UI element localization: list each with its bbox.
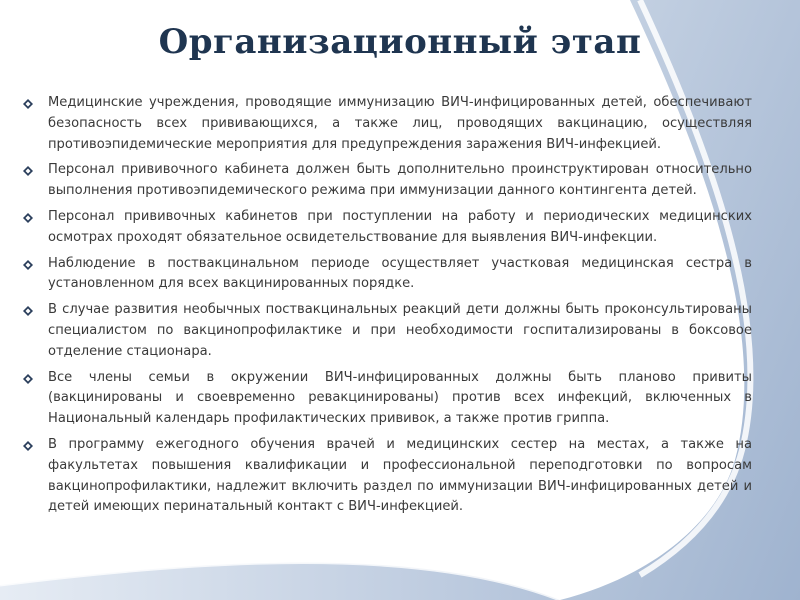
bottom-wave-shape [0,563,560,600]
list-item [22,93,752,155]
bullet-text: Медицинские учреждения, проводящие иммунизацию ВИЧ-инфицированных детей, обеспечивают безопасность всех прививающихся, а также лиц, проводящих вакцинацию, осуществляя противоэпидемические мероприятия для предупреждения заражения ВИЧ-инфекцией. [48,95,752,152]
list-item [22,207,752,249]
list-item [22,435,752,518]
list-item [22,368,752,430]
bullet-text: Все члены семьи в окружении ВИЧ-инфицированных должны быть планово привиты (вакцинированы и своевременно ревакцинированы) против всех инфекций, включенных в Национальный календарь профилактических прививок, а также против гриппа. [48,369,752,427]
list-item [22,254,752,296]
list-item [22,300,752,362]
diamond-bullet-icon [23,166,33,176]
diamond-bullet-icon [23,306,33,316]
bullet-text: Персонал прививочного кабинета должен быть дополнительно проинструктирован относительно выполнения противоэпидемического режима при иммунизации данного контингента детей. [48,162,752,199]
diamond-bullet-icon [23,213,33,223]
diamond-bullet-icon [23,374,33,384]
diamond-bullet-icon [23,441,33,451]
bullet-text: Наблюдение в поствакцинальном периоде осуществляет участковая медицинская сестра в установленном для всех вакцинированных порядке. [48,255,752,292]
bullet-text: В программу ежегодного обучения врачей и медицинских сестер на местах, а также на факультетах повышения квалификации и профессиональной переподготовки по вопросам вакцинопрофилактики, надлежит включить раздел по иммунизации ВИЧ-инфицированных детей и детей имеющих перинатальный контакт с ВИЧ-инфекцией. [48,436,752,515]
bullet-list [22,93,752,523]
bullet-text: В случае развития необычных поствакцинальных реакций дети должны быть проконсультированы специалистом по вакцинопрофилактике и при необходимости госпитализированы в боксовое отделение стационара. [48,302,752,359]
list-item [22,160,752,202]
page-title: Организационный этап [158,22,642,62]
diamond-bullet-icon [23,260,33,270]
bullet-text: Персонал прививочных кабинетов при поступлении на работу и периодических медицинских осмотрах проходят обязательное освидетельствование для выявления ВИЧ-инфекции. [48,208,752,245]
diamond-bullet-icon [23,99,33,109]
